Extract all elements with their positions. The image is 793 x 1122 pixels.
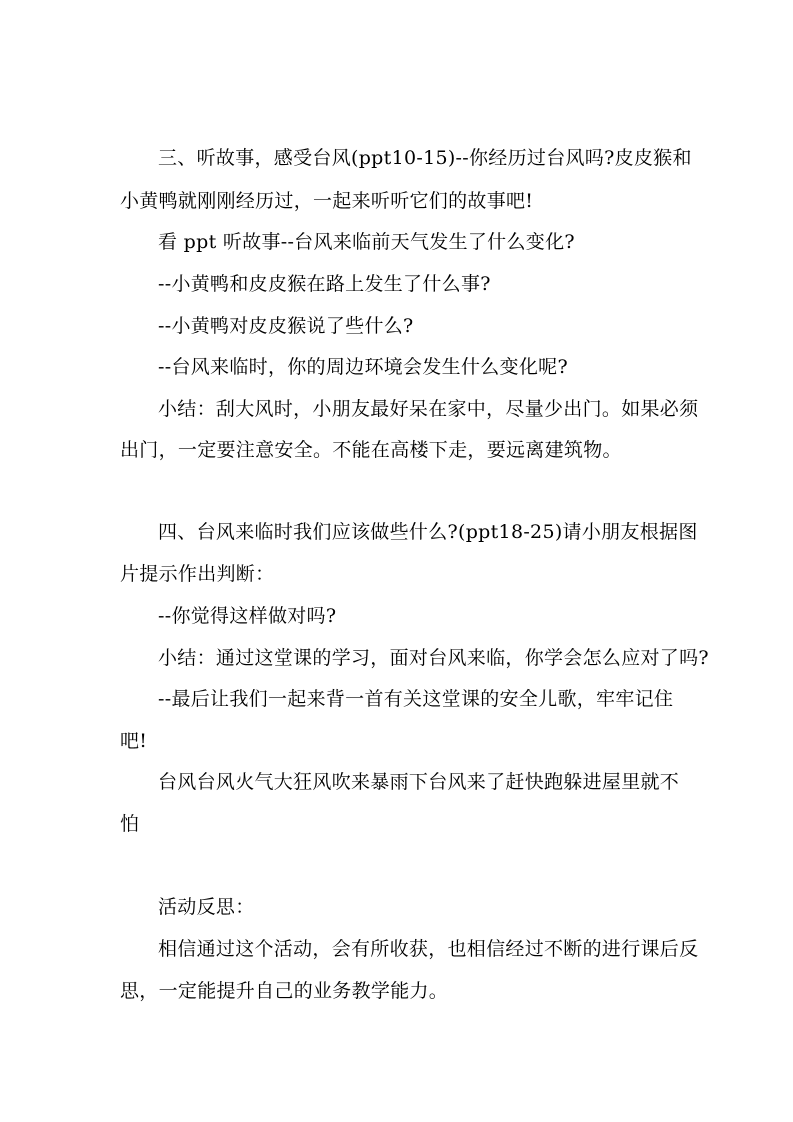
reflection-text-line1: 相信通过这个活动，会有所收获，也相信经过不断的进行课后反	[158, 938, 699, 960]
section3-heading-line1: 三、听故事，感受台风(ppt10-15)--你经历过台风吗?皮皮猴和	[158, 147, 692, 169]
section4-heading-line2: 片提示作出判断：	[120, 563, 275, 585]
section4-song-intro-line2: 吧!	[120, 730, 148, 752]
section4-question: --你觉得这样做对吗?	[158, 605, 337, 627]
reflection-text-line2: 思，一定能提升自己的业务教学能力。	[120, 980, 449, 1002]
section3-summary-line2: 出门，一定要注意安全。不能在高楼下走，要远离建筑物。	[120, 439, 622, 461]
section3-summary-line1: 小结：刮大风时，小朋友最好呆在家中，尽量少出门。如果必须	[158, 398, 699, 420]
section3-heading-line2: 小黄鸭就刚刚经历过，一起来听听它们的故事吧!	[120, 190, 534, 212]
section4-heading-line1: 四、台风来临时我们应该做些什么?(ppt18-25)请小朋友根据图	[158, 521, 698, 543]
section4-summary: 小结：通过这堂课的学习，面对台风来临，你学会怎么应对了吗?	[158, 647, 709, 669]
safety-song-line2: 怕	[120, 813, 140, 835]
reflection-heading: 活动反思：	[158, 896, 255, 918]
section3-story-question: 看 ppt 听故事--台风来临前天气发生了什么变化?	[158, 231, 575, 253]
section3-question-1: --小黄鸭和皮皮猴在路上发生了什么事?	[158, 273, 491, 295]
section4-song-intro-line1: --最后让我们一起来背一首有关这堂课的安全儿歌，牢牢记住	[158, 688, 674, 710]
safety-song-line1: 台风台风火气大狂风吹来暴雨下台风来了赶快跑躲进屋里就不	[158, 771, 680, 793]
section3-question-2: --小黄鸭对皮皮猴说了些什么?	[158, 315, 414, 337]
section3-question-3: --台风来临时，你的周边环境会发生什么变化呢?	[158, 356, 568, 378]
